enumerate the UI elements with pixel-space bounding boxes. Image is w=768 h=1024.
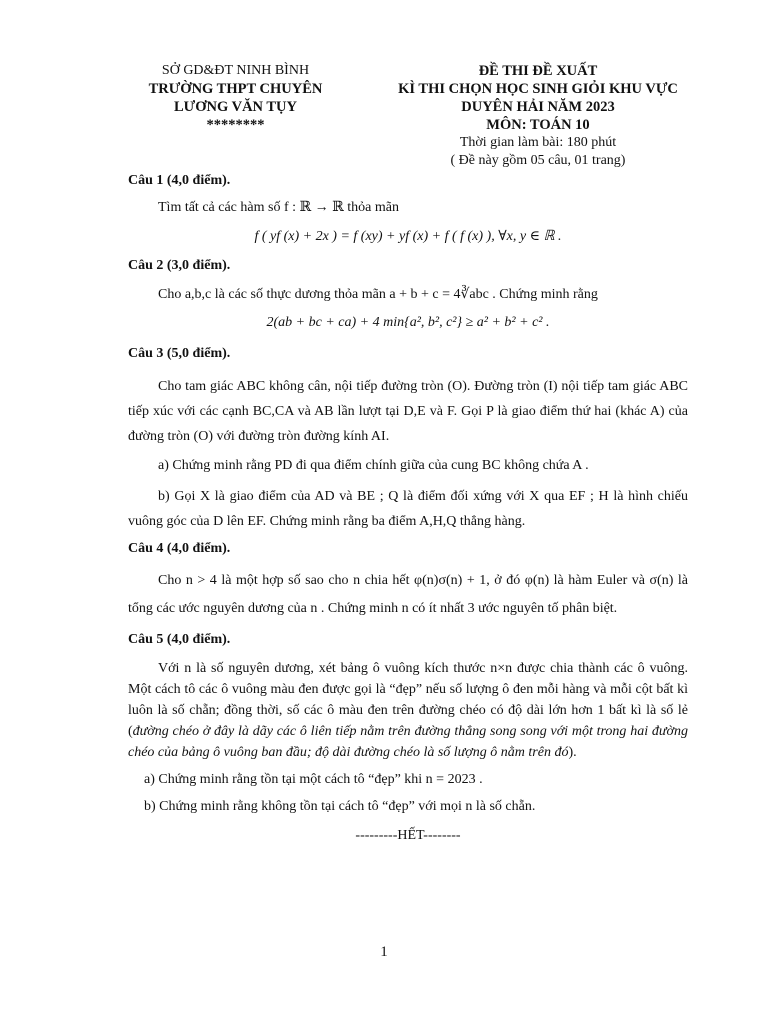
q3-part-b: b) Gọi X là giao điểm của AD và BE ; Q là điểm đối xứng với X qua EF ; H là hình chiếu vuông góc của D lên EF. Chứng minh rằng ba điểm A,H,Q thẳng hàng. (128, 489, 688, 530)
school-name-1: TRƯỜNG THPT CHUYÊN (148, 81, 323, 97)
exam-duration: Thời gian làm bài: 180 phút (459, 135, 617, 150)
department-name: SỞ GD&ĐT NINH BÌNH (161, 63, 310, 78)
q5-title: Câu 5 (4,0 điểm). (128, 632, 231, 648)
q3-title: Câu 3 (5,0 điểm). (128, 346, 231, 362)
exam-region-year: DUYÊN HẢI NĂM 2023 (461, 99, 615, 115)
q5-part-a: a) Chứng minh rằng tồn tại một cách tô “đẹp” khi n = 2023 . (144, 771, 483, 787)
exam-subject: MÔN: TOÁN 10 (486, 117, 590, 133)
header-right (388, 62, 688, 170)
q5-text-main: Với n là số nguyên dương, xét bảng ô vuông kích thước n×n được chia thành các ô vuông. Một cách tô các ô vuông màu đen được gọi là “đẹp” nếu số lượng ô đen mỗi hàng và mỗi cột bất kì luôn là số chẵn; đồng thời, số các ô màu đen trên đường chéo có độ dài lớn hơn 1 bất kì là số lẻ ( (128, 660, 688, 739)
header-left (128, 62, 343, 134)
q2-inequality: 2(ab + bc + ca) + 4 min{a², b², c²} ≥ a² + b² + c² . (266, 315, 550, 331)
q5-text-tail: ). (568, 744, 577, 760)
q1-text: Tìm tất cả các hàm số f : ℝ → ℝ thỏa mãn (158, 199, 399, 215)
q3-text: Cho tam giác ABC không cân, nội tiếp đường tròn (O). Đường tròn (I) nội tiếp tam giác ABC tiếp xúc với các cạnh BC,CA và AB lần lượt tại D,E và F. Gọi P là giao điểm thứ hai (khác A) của đường tròn (O) với đường tròn đường kính AI. (128, 379, 688, 445)
school-name-2: LƯƠNG VĂN TỤY (174, 99, 297, 115)
q2-text: Cho a,b,c là các số thực dương thỏa mãn a + b + c = 4∛abc . Chứng minh rằng (158, 286, 598, 302)
q5-text (128, 658, 688, 763)
q4-title: Câu 4 (4,0 điểm). (128, 541, 231, 557)
exam-pages-note: ( Đề này gồm 05 câu, 01 trang) (450, 153, 626, 168)
exam-type: ĐỀ THI ĐỀ XUẤT (478, 63, 598, 79)
page-number: 1 (380, 944, 388, 960)
exam-body (128, 172, 688, 846)
q1-equation: f ( yf (x) + 2x ) = f (xy) + yf (x) + f ( f (x) ), ∀x, y ∈ ℝ . (254, 228, 562, 244)
exam-name: KÌ THI CHỌN HỌC SINH GIỎI KHU VỰC (398, 81, 678, 97)
q5-text-italic-note: đường chéo ở đây là dãy các ô liên tiếp nằm trên đường thẳng song song với một trong hai đường chéo của bảng ô vuông ban đầu; độ dài đường chéo là số lượng ô nằm trên đó (128, 723, 688, 760)
q2-title: Câu 2 (3,0 điểm). (128, 257, 231, 273)
header-stars: ******** (206, 117, 265, 133)
q4-text: Cho n > 4 là một hợp số sao cho n chia hết φ(n)σ(n) + 1, ở đó φ(n) là hàm Euler và σ(n) là tổng các ước nguyên dương của n . Chứng minh n có ít nhất 3 ước nguyên tố phân biệt. (128, 573, 688, 617)
q1-title: Câu 1 (4,0 điểm). (128, 173, 231, 188)
q5-part-b: b) Chứng minh rằng không tồn tại cách tô “đẹp” với mọi n là số chẵn. (144, 798, 536, 814)
end-marker: ---------HẾT-------- (355, 827, 461, 843)
q3-part-a: a) Chứng minh rằng PD đi qua điểm chính giữa của cung BC không chứa A . (158, 458, 589, 474)
